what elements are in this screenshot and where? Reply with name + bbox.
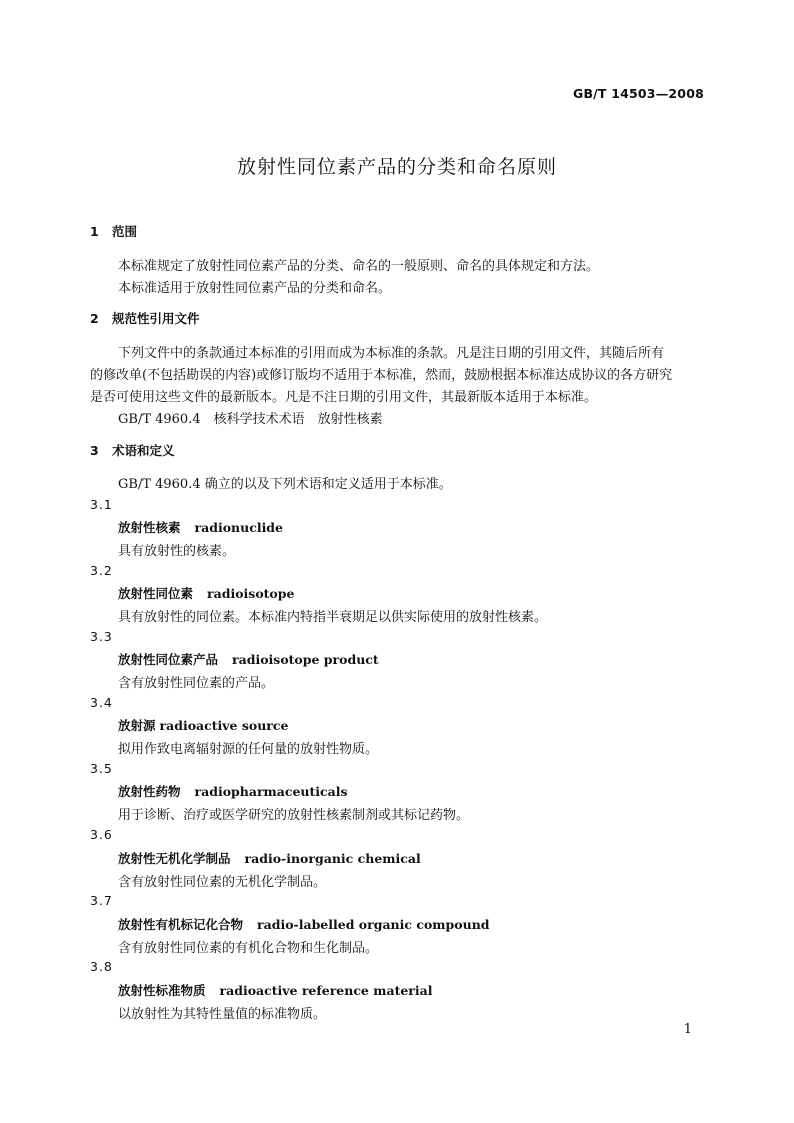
page-number: 1 bbox=[683, 1022, 692, 1037]
term-name bbox=[118, 782, 348, 800]
term-zh: 放射性标准物质 bbox=[118, 983, 206, 998]
section-number: 3 bbox=[90, 443, 99, 458]
document-title: 放射性同位素产品的分类和命名原则 bbox=[236, 156, 557, 178]
term-zh: 放射性同位素产品 bbox=[118, 652, 219, 667]
term-en: radio-inorganic chemical bbox=[244, 851, 421, 866]
term-en: radioisotope product bbox=[232, 652, 379, 667]
term-number: 3.8 bbox=[90, 959, 113, 974]
term-definition: 拟用作致电离辐射源的任何量的放射性物质。 bbox=[118, 742, 379, 757]
term-number: 3.4 bbox=[90, 695, 113, 710]
term-en: radioisotope bbox=[207, 586, 295, 601]
term-name bbox=[118, 584, 294, 602]
term-name bbox=[118, 915, 490, 933]
section-2-paragraph-line-2: 的修改单(不包括勘误的内容)或修订版均不适用于本标准，然而，鼓励根据本标准达成协议的各方研究 bbox=[90, 368, 673, 383]
section-2-heading bbox=[90, 309, 200, 327]
term-zh: 放射性无机化学制品 bbox=[118, 851, 231, 866]
term-definition: 用于诊断、治疗或医学研究的放射性核素制剂或其标记药物。 bbox=[118, 808, 470, 823]
term-zh: 放射源 bbox=[118, 718, 156, 733]
term-en: radionuclide bbox=[194, 520, 284, 535]
standard-code: GB/T 14503—2008 bbox=[572, 86, 704, 101]
section-title: 范围 bbox=[112, 224, 138, 239]
term-en: radiopharmaceuticals bbox=[194, 784, 348, 799]
term-definition: 含有放射性同位素的有机化合物和生化制品。 bbox=[118, 941, 379, 956]
section-number: 2 bbox=[90, 311, 99, 326]
term-name bbox=[118, 518, 283, 536]
term-number: 3.6 bbox=[90, 827, 113, 842]
term-zh: 放射性药物 bbox=[118, 784, 181, 799]
section-2-paragraph-line-1: 下列文件中的条款通过本标准的引用而成为本标准的条款。凡是注日期的引用文件，其随后所有 bbox=[118, 346, 665, 361]
term-name bbox=[118, 716, 288, 734]
term-definition: 具有放射性的同位素。本标准内特指半衰期足以供实际使用的放射性核素。 bbox=[118, 610, 548, 625]
section-3-heading bbox=[90, 441, 175, 459]
term-number: 3.7 bbox=[90, 893, 113, 908]
term-definition: 含有放射性同位素的无机化学制品。 bbox=[118, 875, 327, 890]
section-1-paragraph-1: 本标准规定了放射性同位素产品的分类、命名的一般原则、命名的具体规定和方法。 bbox=[118, 259, 600, 274]
term-zh: 放射性同位素 bbox=[118, 586, 194, 601]
term-number: 3.1 bbox=[90, 497, 113, 512]
term-definition: 含有放射性同位素的产品。 bbox=[118, 676, 275, 691]
term-name bbox=[118, 849, 421, 867]
term-zh: 放射性有机标记化合物 bbox=[118, 917, 244, 932]
term-number: 3.2 bbox=[90, 563, 113, 578]
term-name bbox=[118, 650, 379, 668]
section-1-paragraph-2: 本标准适用于放射性同位素产品的分类和命名。 bbox=[118, 281, 392, 296]
term-definition: 以放射性为其特性量值的标准物质。 bbox=[118, 1007, 327, 1022]
term-en: radioactive reference material bbox=[219, 983, 433, 998]
term-definition: 具有放射性的核素。 bbox=[118, 544, 236, 559]
term-en: radio-labelled organic compound bbox=[257, 917, 490, 932]
section-number: 1 bbox=[90, 224, 99, 239]
section-3-intro: GB/T 4960.4 确立的以及下列术语和定义适用于本标准。 bbox=[118, 477, 452, 492]
normative-reference: GB/T 4960.4 核科学技术术语 放射性核素 bbox=[118, 412, 383, 427]
term-number: 3.3 bbox=[90, 629, 113, 644]
term-name bbox=[118, 981, 432, 999]
section-title: 规范性引用文件 bbox=[112, 311, 200, 326]
section-title: 术语和定义 bbox=[112, 443, 175, 458]
term-zh: 放射性核素 bbox=[118, 520, 181, 535]
section-1-heading bbox=[90, 222, 137, 240]
section-2-paragraph-line-3: 是否可使用这些文件的最新版本。凡是不注日期的引用文件，其最新版本适用于本标准。 bbox=[90, 390, 598, 405]
term-number: 3.5 bbox=[90, 761, 113, 776]
term-en: radioactive source bbox=[159, 718, 289, 733]
